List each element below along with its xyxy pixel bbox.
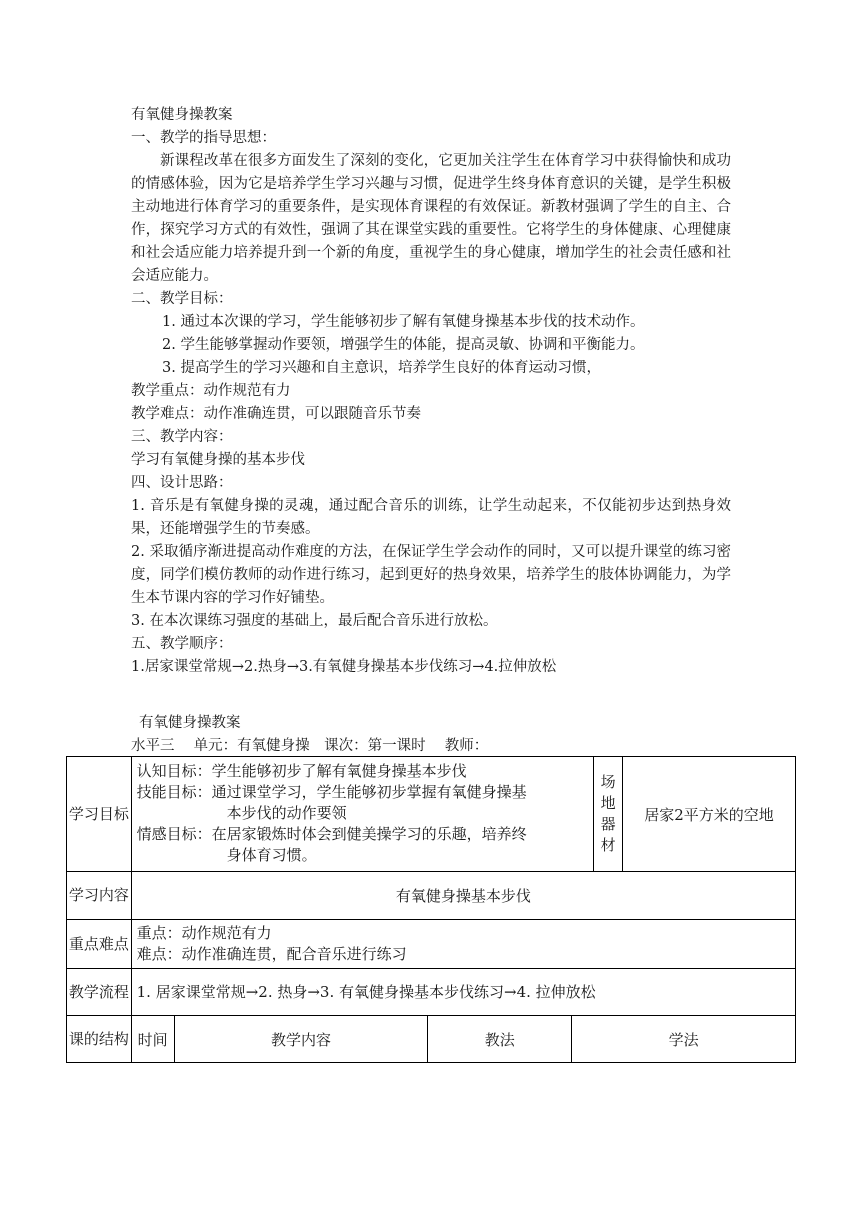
structure-label: 课的结构 [67, 1016, 132, 1063]
design-item-1: 1. 音乐是有氧健身操的灵魂，通过配合音乐的训练，让学生动起来，不仅能初步达到热身效果，还能增强学生的节奏感。 [131, 498, 731, 537]
goal-affective-label: 情感目标： [136, 824, 212, 843]
col-learning: 学法 [572, 1016, 796, 1063]
goal-item-2: 2. 学生能够掌握动作要领，增强学生的体能，提高灵敏、协调和平衡能力。 [162, 337, 645, 353]
section-2-heading: 二、教学目标： [131, 291, 233, 307]
focus-key: 重点：动作规范有力 [136, 924, 272, 942]
goal-skill [137, 782, 590, 803]
section-1-body: 新课程改革在很多方面发生了深刻的变化，它更加关注学生在体育学习中获得愉快和成功的情感体验，因为它是培养学生学习兴趣与习惯，促进学生终身体育意识的关键，是学生积极主动地进行体育学习的重要条件，是实现体育课程的有效保证。新教材强调了学生的自主、合作，探究学习方式的有效性，强调了其在课堂实践的重要性。它将学生的身体健康、心理健康和社会适应能力培养提升到一个新的角度，重视学生的身心健康，增加学生的社会责任感和社会适应能力。 [131, 153, 731, 284]
goals-label: 学习目标 [67, 757, 132, 872]
plan-meta: 水平三 单元：有氧健身操 课次：第一课时 教师： [131, 738, 489, 754]
col-method: 教法 [428, 1016, 572, 1063]
section-3-body: 学习有氧健身操的基本步伐 [131, 452, 305, 468]
doc-title: 有氧健身操教案 [131, 107, 233, 123]
venue-label: 场地器材 [594, 757, 623, 872]
goal-affective-cont: 身体育习惯。 [226, 845, 317, 864]
content-label: 学习内容 [67, 872, 132, 920]
col-content: 教学内容 [174, 1016, 428, 1063]
section-3-heading: 三、教学内容： [131, 429, 233, 445]
section-4-heading: 四、设计思路： [131, 475, 233, 491]
goal-cognitive [137, 761, 590, 782]
goal-cognitive-text: 学生能够初步了解有氧健身操基本步伐 [211, 761, 467, 780]
lesson-plan-table [66, 756, 796, 1063]
section-5-heading: 五、教学顺序： [131, 636, 233, 652]
venue-value: 居家2平方米的空地 [623, 757, 796, 872]
section-5-body: 1.居家课堂常规→2.热身→3.有氧健身操基本步伐练习→4.拉伸放松 [131, 659, 557, 675]
flow-value: 1. 居家课堂常规→2. 热身→3. 有氧健身操基本步伐练习→4. 拉伸放松 [131, 969, 795, 1016]
goals-row [67, 757, 796, 872]
goal-item-3: 3. 提高学生的学习兴趣和自主意识，培养学生良好的体育运动习惯， [162, 360, 601, 376]
focus-label: 重点难点 [67, 920, 132, 969]
difficulty-point: 教学难点：动作准确连贯，可以跟随音乐节奏 [131, 406, 421, 422]
content-value: 有氧健身操基本步伐 [131, 872, 795, 920]
section-1-heading: 一、教学的指导思想： [131, 130, 276, 146]
focus-cell [131, 920, 795, 969]
focus-row [67, 920, 796, 969]
design-item-3: 3. 在本次课练习强度的基础上，最后配合音乐进行放松。 [131, 613, 498, 629]
focus-difficulty: 难点：动作准确连贯，配合音乐进行练习 [136, 945, 407, 963]
goal-skill-cont: 本步伐的动作要领 [226, 803, 347, 822]
structure-row [67, 1016, 796, 1063]
flow-label: 教学流程 [67, 969, 132, 1016]
content-row [67, 872, 796, 920]
goal-skill-text: 通过课堂学习，学生能够初步掌握有氧健身操基 [211, 782, 527, 801]
col-time: 时间 [131, 1016, 174, 1063]
goal-cognitive-label: 认知目标： [136, 761, 212, 780]
goal-affective [137, 824, 590, 845]
goals-cell [131, 757, 594, 872]
key-point: 教学重点：动作规范有力 [131, 383, 291, 399]
design-item-2: 2. 采取循序渐进提高动作难度的方法，在保证学生学会动作的同时，又可以提升课堂的练习密度，同学们模仿教师的动作进行练习，起到更好的热身效果，培养学生的肢体协调能力，为学生本节课内容的学习作好铺垫。 [131, 544, 731, 606]
goal-item-1: 1. 通过本次课的学习，学生能够初步了解有氧健身操基本步伐的技术动作。 [162, 314, 645, 330]
goal-affective-text: 在居家锻炼时体会到健美操学习的乐趣，培养终 [211, 824, 527, 843]
plan-title: 有氧健身操教案 [139, 715, 241, 731]
flow-row [67, 969, 796, 1016]
goal-skill-label: 技能目标： [136, 782, 212, 801]
